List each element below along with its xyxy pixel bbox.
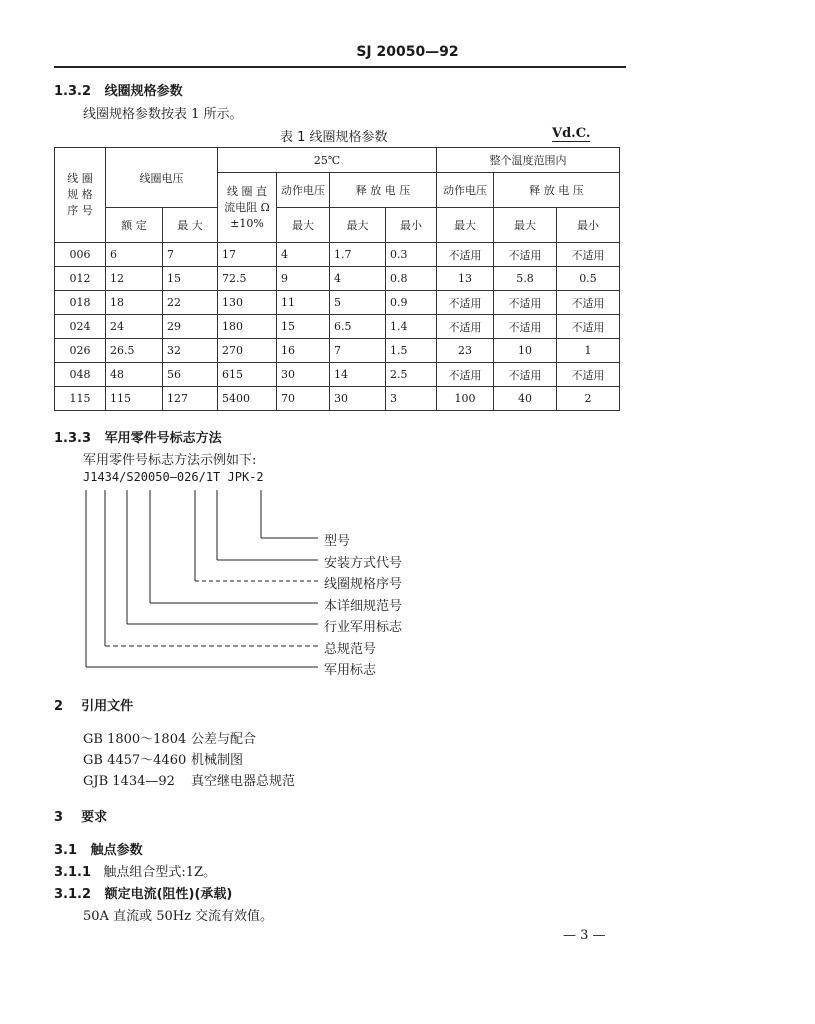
col-release-voltage-full-header: 释 放 电 压 <box>494 173 620 208</box>
col-resistance-header: 线 圈 直流电阻 Ω ±10% <box>218 173 277 243</box>
page-number: — 3 — <box>563 928 606 943</box>
table-caption: 表 1 线圈规格参数 <box>280 130 388 145</box>
section-title: 引用文件 <box>81 699 134 714</box>
table-cell: 15 <box>277 315 330 339</box>
part-number-example: J1434/S20050—026/1T JPK-2 <box>83 470 264 484</box>
label-model: 型号 <box>324 534 351 549</box>
table-cell: 不适用 <box>437 363 494 387</box>
section-number: 3 <box>54 810 64 825</box>
table-cell: 026 <box>55 339 106 363</box>
table-cell: 6.5 <box>330 315 386 339</box>
table-cell: 18 <box>106 291 163 315</box>
label-military-mark: 军用标志 <box>324 663 377 678</box>
table-cell: 4 <box>330 267 386 291</box>
table-cell: 30 <box>330 387 386 411</box>
table-cell: 115 <box>55 387 106 411</box>
table-cell: 22 <box>163 291 218 315</box>
table-cell: 23 <box>437 339 494 363</box>
table-cell: 16 <box>277 339 330 363</box>
col-operate-voltage-full-header: 动作电压 <box>437 173 494 208</box>
table-cell: 024 <box>55 315 106 339</box>
table-cell: 14 <box>330 363 386 387</box>
sub-min-header: 最小 <box>386 208 437 243</box>
sub-min-header: 最小 <box>557 208 620 243</box>
reference-code: GB 1800～1804 <box>83 732 187 747</box>
table-cell: 0.5 <box>557 267 620 291</box>
table-cell: 127 <box>163 387 218 411</box>
table-cell: 0.8 <box>386 267 437 291</box>
table-cell: 1 <box>557 339 620 363</box>
group-25c-header: 25℃ <box>218 148 437 173</box>
table-cell: 不适用 <box>437 243 494 267</box>
reference-code: GB 4457～4460 <box>83 753 187 768</box>
table-cell: 9 <box>277 267 330 291</box>
table-cell: 0.3 <box>386 243 437 267</box>
table-cell: 012 <box>55 267 106 291</box>
table-cell: 048 <box>55 363 106 387</box>
table-cell: 115 <box>106 387 163 411</box>
table-cell: 0.9 <box>386 291 437 315</box>
table-cell: 7 <box>330 339 386 363</box>
table-cell: 不适用 <box>494 315 557 339</box>
col-rated-header: 额 定 <box>106 208 163 243</box>
reference-item <box>83 749 243 768</box>
col-max-header: 最 大 <box>163 208 218 243</box>
col-release-voltage-header: 释 放 电 压 <box>330 173 437 208</box>
table-cell: 12 <box>106 267 163 291</box>
table-cell: 11 <box>277 291 330 315</box>
table-cell: 17 <box>218 243 277 267</box>
section-3-1-2-text: 50A 直流或 50Hz 交流有效值。 <box>83 909 274 924</box>
table-cell: 1.4 <box>386 315 437 339</box>
section-text: 触点组合型式:1Z。 <box>103 865 217 880</box>
table-cell: 15 <box>163 267 218 291</box>
reference-name: 公差与配合 <box>191 732 257 747</box>
col-coil-header: 线 圈 规 格 序 号 <box>55 148 106 243</box>
sub-max-header: 最大 <box>330 208 386 243</box>
table-cell: 40 <box>494 387 557 411</box>
table-cell: 24 <box>106 315 163 339</box>
table-cell: 2.5 <box>386 363 437 387</box>
label-mount-code: 安装方式代号 <box>324 556 403 571</box>
section-title: 线圈规格参数 <box>104 84 183 99</box>
sub-max-header: 最大 <box>277 208 330 243</box>
table-cell: 不适用 <box>557 363 620 387</box>
section-title: 要求 <box>81 810 108 825</box>
section-number: 3.1.2 <box>54 887 92 902</box>
table-cell: 26.5 <box>106 339 163 363</box>
table-cell: 13 <box>437 267 494 291</box>
table-cell: 2 <box>557 387 620 411</box>
section-title: 军用零件号标志方法 <box>104 431 222 446</box>
col-operate-voltage-header: 动作电压 <box>277 173 330 208</box>
table-cell: 29 <box>163 315 218 339</box>
section-intro: 线圈规格参数按表 1 所示。 <box>83 107 243 122</box>
section-number: 1.3.2 <box>54 84 92 99</box>
table-cell: 5400 <box>218 387 277 411</box>
label-industry-mark: 行业军用标志 <box>324 620 403 635</box>
section-3-1-1 <box>54 861 216 880</box>
table-cell: 不适用 <box>437 315 494 339</box>
table-cell: 6 <box>106 243 163 267</box>
sub-max-header: 最大 <box>437 208 494 243</box>
table-cell: 100 <box>437 387 494 411</box>
section-intro: 军用零件号标志方法示例如下: <box>83 453 257 468</box>
section-number: 3.1.1 <box>54 865 92 880</box>
table-cell: 180 <box>218 315 277 339</box>
document-number: SJ 20050—92 <box>356 44 459 60</box>
table-cell: 018 <box>55 291 106 315</box>
sub-max-header: 最大 <box>494 208 557 243</box>
table-cell: 3 <box>386 387 437 411</box>
section-number: 3.1 <box>54 843 78 858</box>
table-cell: 006 <box>55 243 106 267</box>
label-general-spec: 总规范号 <box>324 642 377 657</box>
table-cell: 48 <box>106 363 163 387</box>
reference-name: 机械制图 <box>191 753 244 768</box>
section-number: 2 <box>54 699 64 714</box>
section-title: 触点参数 <box>90 843 143 858</box>
table-cell: 10 <box>494 339 557 363</box>
table-cell: 不适用 <box>437 291 494 315</box>
table-cell: 4 <box>277 243 330 267</box>
section-3-1-2-heading <box>54 883 232 902</box>
table-cell: 56 <box>163 363 218 387</box>
reference-name: 真空继电器总规范 <box>191 774 296 789</box>
table-cell: 7 <box>163 243 218 267</box>
table-cell: 615 <box>218 363 277 387</box>
table-cell: 72.5 <box>218 267 277 291</box>
label-detail-spec: 本详细规范号 <box>324 599 403 614</box>
group-full-range-header: 整个温度范围内 <box>437 148 620 173</box>
section-number: 1.3.3 <box>54 431 92 446</box>
table-cell: 5.8 <box>494 267 557 291</box>
reference-item <box>83 728 256 747</box>
table-cell: 不适用 <box>494 291 557 315</box>
reference-code: GJB 1434—92 <box>83 774 175 789</box>
section-title: 额定电流(阻性)(承载) <box>104 887 233 902</box>
table-cell: 不适用 <box>494 243 557 267</box>
section-3-heading <box>54 806 107 825</box>
table-cell: 70 <box>277 387 330 411</box>
label-coil-spec: 线圈规格序号 <box>324 577 403 592</box>
table-cell: 1.7 <box>330 243 386 267</box>
section-2-heading <box>54 695 133 714</box>
section-3-1-heading <box>54 839 143 858</box>
table-cell: 32 <box>163 339 218 363</box>
table-unit: Vd.C. <box>552 126 591 141</box>
col-voltage-header: 线圈电压 <box>106 148 218 208</box>
table-cell: 不适用 <box>557 243 620 267</box>
table-cell: 30 <box>277 363 330 387</box>
table-cell: 5 <box>330 291 386 315</box>
table-cell: 270 <box>218 339 277 363</box>
reference-item <box>83 770 295 789</box>
table-cell: 不适用 <box>494 363 557 387</box>
table-cell: 1.5 <box>386 339 437 363</box>
table-cell: 130 <box>218 291 277 315</box>
table-cell: 不适用 <box>557 315 620 339</box>
table-cell: 不适用 <box>557 291 620 315</box>
